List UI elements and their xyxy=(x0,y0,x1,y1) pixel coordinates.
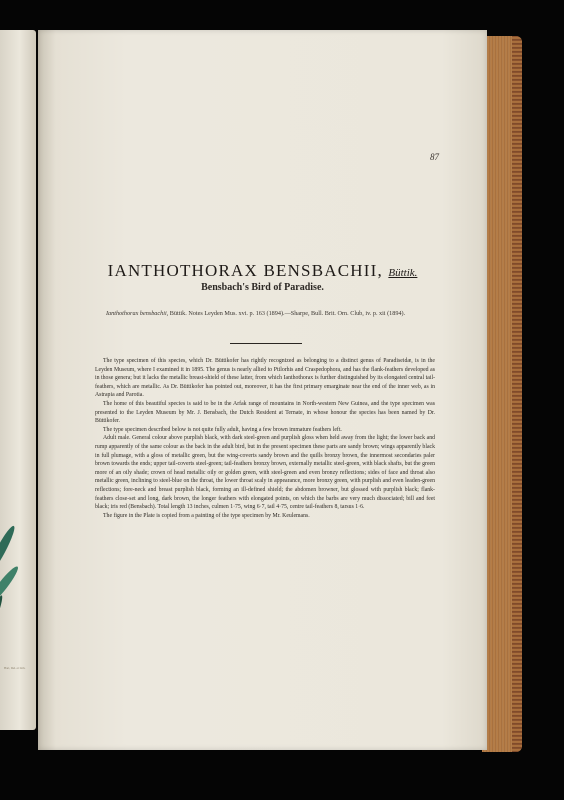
plate-feather-illustration xyxy=(0,564,21,607)
synonymy-citation xyxy=(106,309,424,318)
page-number: 87 xyxy=(430,152,439,162)
plate-feather-illustration xyxy=(0,594,4,634)
paragraph: Adult male. General colour above purplish black, with dark steel-green and purplish gloss when held away from the light; the lower back and rump apparently of the same colour as the back in the adult bird, but in the present specimen these parts are sandy brown; wings apparently black in full plumage, with a gloss of metallic green, but the wing-coverts sandy brown and the quills bronzy brown, the innermost secondaries paler brown towards the ends; upper tail-coverts steel-green; tail-feathers bronzy brown, externally metallic steel-green, with black shafts, but the green more of an oily shade; crown of head metallic oily or golden green, with steel-green and even bronzy reflections; sides of face and throat also metallic green, inclining to steel-blue on the throat, the lower throat scaly in appearance, more bronzy green, with purplish and even leaden-green reflections; fore-neck and breast purplish black, forming an ill-defined shield; the abdomen browner, but glossed with purplish black; flank-feathers close-set and long, dark brown, the longer feathers with elongated points, on which the barbs are very much dissociated; bill and feet black; iris red (Bensbach). Total length 13 inches, culmen 1·75, wing 6·7, tail 4·75, centre tail-feathers 8, tarsus 1·6. xyxy=(95,435,435,511)
citation-name: Ianthothorax bensbachii, xyxy=(106,310,169,317)
facing-plate-page xyxy=(0,30,36,730)
body-text xyxy=(95,357,435,520)
plate-mark: Hart, Del. et Lith. xyxy=(4,666,26,670)
citation-text: Büttik. Notes Leyden Mus. xvi. p. 163 (1894).—Sharpe, Bull. Brit. Orn. Club, iv. p. xii (1894). xyxy=(168,310,406,317)
species-author: Büttik. xyxy=(388,267,418,279)
species-name: IANTHOTHORAX BENSBACHII, xyxy=(107,261,383,280)
paragraph: The type specimen described below is not quite fully adult, having a few brown immature feathers left. xyxy=(103,426,342,433)
paragraph: The figure in the Plate is copied from a painting of the type specimen by Mr. Keulemans. xyxy=(103,512,310,519)
book-page-edges xyxy=(482,36,522,752)
paragraph: The home of this beautiful species is said to be in the Arfak range of mountains in North-western New Guinea, and the type specimen was presented to the Leyden Museum by Mr. J. Bensbach, the Dutch Resident at Ternate, in whose honour the species has been named by Dr. Büttikofer. xyxy=(95,400,435,425)
common-name: Bensbach's Bird of Paradise. xyxy=(201,282,324,293)
section-rule xyxy=(230,343,302,344)
paragraph: The type specimen of this species, which Dr. Büttikofer has rightly recognized as belonging to a distinct genus of Paradiseidæ, is in the Leyden Museum, where I examined it in 1895. The genus is nearly allied to Ptilorhis and Craspedophora, and has the flank-feathers developed as in those genera; but it lacks the metallic breast-shield of these latter, from which Ianthothorax is further distinguished by its elongated central tail-feathers, which are metallic. As Dr. Büttikofer has pointed out, moreover, it has the first primary emarginate near the end of the inner web, as in Astrapia and Parotia. xyxy=(95,358,435,399)
species-title xyxy=(38,261,487,281)
text-page xyxy=(38,30,487,750)
